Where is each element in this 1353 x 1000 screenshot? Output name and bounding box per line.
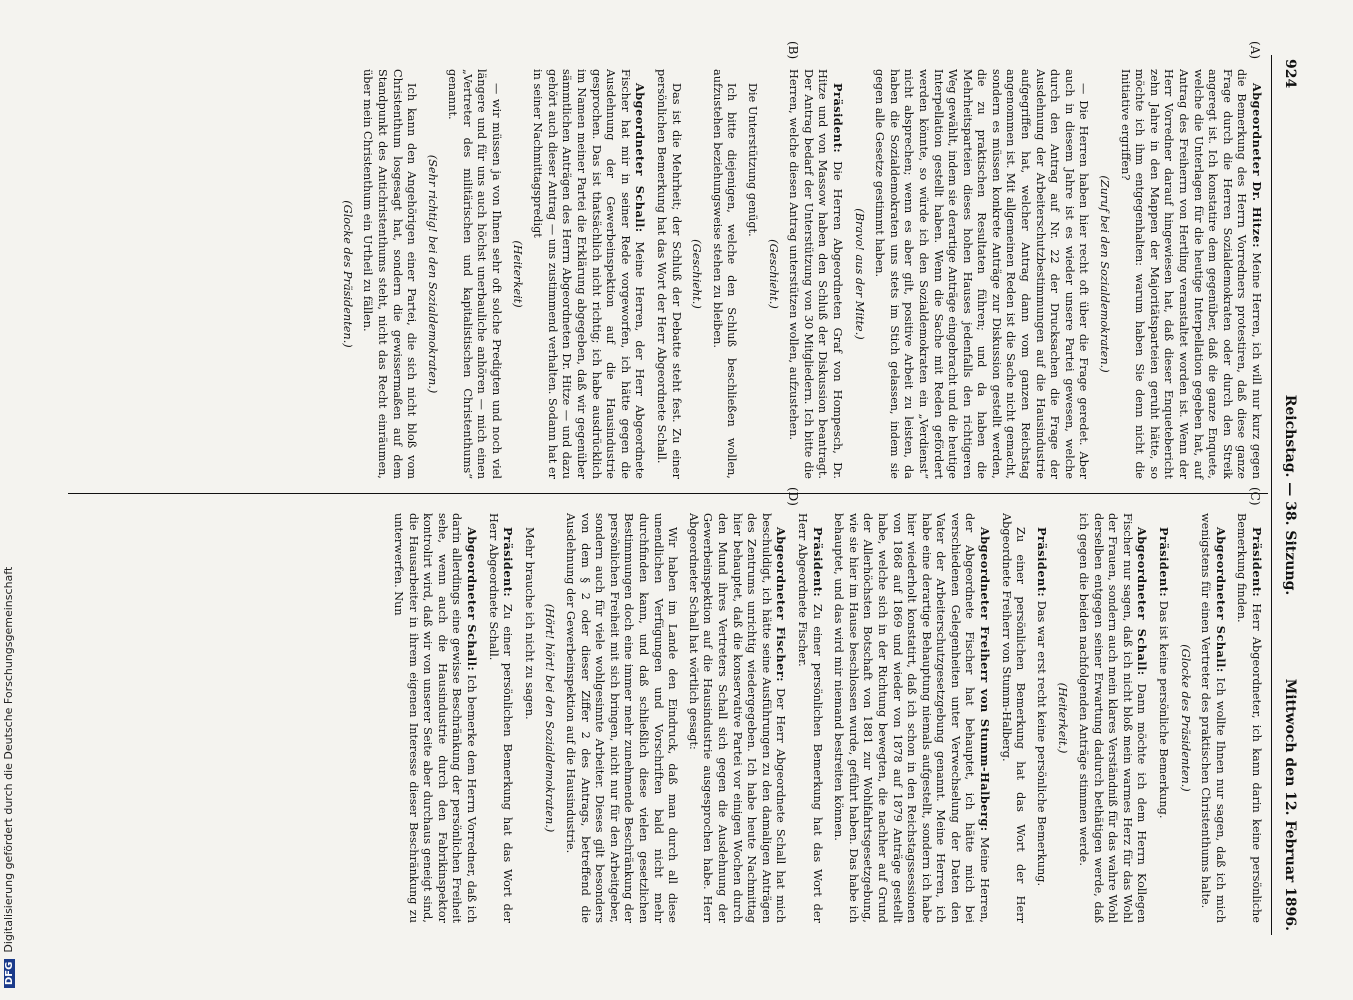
stage-direction: (Geschieht.) bbox=[690, 239, 704, 309]
paragraph bbox=[1075, 513, 1149, 923]
paragraph-text: Ich bemerke dem Herrn Vorredner, daß ich darin allerdings eine gewisse Beschränkung der persönlichen Freiheit sehe, wenn auch die Hausindustrie durch den Fabrikinspektor kontrolirt wird, daß wir von unserer Seite aber durchaus geneigt sind, die Hausarbeiter in ihrem eigenen Interesse dieser Beschränkung zu unterwerfen. Nun bbox=[392, 513, 479, 923]
speaker-name: Abgeordneter Schall: bbox=[1213, 527, 1228, 673]
paragraph-text: Zu einer persönlichen Bemerkung hat das Wort der Herr Abgeordnete Freiherr von Stumm-Halberg. bbox=[999, 513, 1028, 923]
speaker-name: Abgeordneter Dr. Hitze: bbox=[1250, 83, 1264, 248]
paragraph-text: Die Unterstützung genügt. bbox=[746, 83, 759, 237]
stage-direction: (Heiterkeit.) bbox=[1056, 682, 1070, 754]
speaker-name: Abgeordneter Fischer: bbox=[774, 527, 789, 682]
paragraph-text: Das ist keine persönliche Bemerkung. bbox=[1157, 597, 1171, 819]
paragraph-text: Ich wollte Ihnen nur sagen, daß ich mich wenigstens für einen Vertreter des praktischen Christenthums halte. bbox=[1199, 513, 1227, 923]
right-text-column bbox=[385, 513, 1264, 923]
scanned-page bbox=[60, 41, 1300, 935]
margin-mark-c: (C) bbox=[1248, 487, 1262, 506]
margin-mark-b: (B) bbox=[786, 41, 800, 60]
footer-text: Digitalisierung gefördert durch die Deutsche Forschungsgemeinschaft bbox=[2, 566, 15, 953]
speaker-name: Präsident: bbox=[501, 527, 516, 598]
paragraph-text: Das war erst recht keine persönliche Bemerkung. bbox=[1034, 597, 1048, 887]
paragraph-text: Ich kann den Angehörigen einer Partei, die sich nicht bloß vom Christenthum losgesagt hat, sondern die gewissermaßen auf dem Standpunkt des Antichristenthums steht, nicht das Recht einräumen, über mein Christenthum ein Urtheil zu fällen. bbox=[361, 69, 419, 479]
paragraph bbox=[521, 513, 536, 923]
speaker-name: Abgeordneter Schall: bbox=[633, 83, 648, 233]
paragraph-text: Der Herr Abgeordnete Schall hat mich beschuldigt, ich hätte seine Ausführungen zu den damaligen Anträgen des Zentrums unrichtig wiedergegeben. Ich habe heute Nachmittag hier behauptet, daß die konservative Partei vor einigen Wochen durch den Mund ihres Vertreters Schall sich gegen die Ausdehnung der Gewerbeinspektion auf die Hausindustrie ausgesprochen habe. Herr Abgeordneter Schall hat wörtlich gesagt: bbox=[686, 513, 788, 923]
paragraph bbox=[831, 513, 993, 923]
stage-direction: (Heiterkeit) bbox=[510, 240, 524, 308]
paragraph bbox=[998, 513, 1027, 923]
paragraph-text: Meine Herren, ich will nur kurz gegen die Bemerkung des Herrn Vorredners protestiren, daß diese ganze Frage durch die Herren Sozialdemokraten oder durch den Streik angeregt ist. Ich konstatire dem gegenüber, daß die ganze Enquete, welche die Unterlagen für die heutige Interpellation gegeben hat, auf Antrag des Freiherrn von Hertling veranstaltet worden ist. Wenn der Herr Vorredner darauf hingewiesen hat, daß dieser Enquetebericht zehn Jahre in den Mappen der Majoritätsparteien geruht hätte, so möchte ich ihm entgegenhalten: warum haben Sie denn nicht die Initiative ergriffen? bbox=[1118, 69, 1263, 479]
header-rule bbox=[1271, 55, 1272, 935]
dfg-logo: DFG bbox=[4, 959, 15, 988]
paragraph-text: Das ist die Mehrheit; der Schluß der Debatte steht fest. Zu einer persönlichen Bemerkung hat das Wort der Herr Abgeordnete Schall. bbox=[655, 69, 683, 479]
page-header-center: Reichstag. — 38. Sitzung. bbox=[1282, 394, 1298, 596]
stage-direction: (Glocke des Präsidenten.) bbox=[1178, 644, 1192, 792]
stage-direction: (Sehr richtig! bei den Sozialdemokraten.) bbox=[425, 154, 439, 394]
paragraph bbox=[872, 69, 1091, 479]
paragraph-text: Ich bitte diejenigen, welche den Schluß beschließen wollen, aufzustehen beziehungsweise stehen zu bleiben. bbox=[710, 69, 739, 479]
stage-direction: (Bravo! aus der Mitte.) bbox=[852, 208, 866, 340]
paragraph-text: Meine Herren, der Herr Abgeordnete Fischer hat mir in seiner Rede vorgeworfen, ich hätte gegen die Ausdehnung der Gewerbeinspektion auf die Hausindustrie gesprochen. Das ist thatsächlich nicht richtig; ich habe ausdrücklich im Namen meiner Partei die Erklärung abgegeben, daß wir gegenüber sämmtlichen Anträgen des Herrn Abgeordneten Dr. Hitze — und dazu gehört auch dieser Antrag — uns zustimmend verhalten. Sodann hat er in seiner Nachmittagspredigt bbox=[531, 69, 647, 479]
paragraph bbox=[391, 513, 480, 923]
stage-direction: (Geschieht.) bbox=[766, 239, 780, 309]
paragraph-text: Die Herren Abgeordneten Graf von Hompesch, Dr. Hitze und von Massow haben den Schluß der Diskussion beantragt. Der Antrag bedarf der Unterstützung von 30 Mitgliedern. Ich bitte die Herren, welche diesen Antrag unterstützen wollen, aufzustehen. bbox=[787, 69, 844, 479]
paragraph bbox=[794, 513, 824, 923]
stage-direction: (Hört! hört! bei den Sozialdemokraten.) bbox=[543, 603, 557, 833]
paragraph-text: — wir müssen ja von Ihnen sehr oft solche Predigten und noch viel längere und für uns auch höchst unerbauliche anhören — mich einen „Vertreter des militärischen und kapitalistischen Christenthums“ genannt. bbox=[446, 69, 504, 479]
paragraph bbox=[485, 513, 515, 923]
speaker-name: Präsident: bbox=[1034, 527, 1049, 598]
speaker-name: Präsident: bbox=[1157, 527, 1172, 598]
speaker-name: Abgeordneter Freiherr von Stumm-Halberg: bbox=[978, 527, 993, 832]
paragraph bbox=[1198, 513, 1228, 923]
stage-direction: (Glocke des Präsidenten.) bbox=[340, 200, 354, 348]
running-head bbox=[1274, 55, 1300, 935]
margin-mark-d: (D) bbox=[786, 487, 800, 506]
page-number: 924 bbox=[1282, 59, 1298, 89]
paragraph bbox=[685, 513, 788, 923]
digitization-footer bbox=[2, 0, 15, 988]
margin-mark-a: (A) bbox=[1248, 41, 1262, 60]
paragraph-text: — Die Herren haben hier recht oft über die Frage geredet. Aber auch in diesem Jahre ist es wieder unsere Partei gewesen, welche durch den Antrag auf Nr. 22 der Drucksachen die Frage der Ausdehnung der Arbeiterschutzbestimmungen auf die Hausindustrie aufgegriffen hat, welcher Antrag dann vom ganzen Reichstag angenommen ist. Mit allgemeinen Reden ist die Sache nicht gemacht, sondern es müssen konkrete Anträge zur Diskussion gestellt werden, die zu praktischen Resultaten führen; und da haben die Mehrheitsparteien dieses hohen Hauses jedenfalls den richtigeren Weg gewählt, indem sie derartige Anträge eingebracht und die heutige Interpellation gestellt haben. Wenn die Sache mit Reden gefördert werden könnte, so würde ich den Sozialdemokraten ein „Verdienst“ nicht absprechen; wenn es aber gilt, positive Arbeit zu leisten, da haben die Sozialdemokraten uns stets im Stich gelassen, indem sie gegen alle Gesetze gestimmt haben. bbox=[873, 69, 1091, 479]
paragraph bbox=[1117, 69, 1264, 479]
paragraph-text: Dann möchte ich dem Herrn Kollegen Fischer nur sagen, daß ich nicht bloß mein warmes Herz für das Wohl der Frauen, sondern auch mein klares Verständniß für das wahre Wohl derselben entgegen seiner Erwartung dadurch bethätigen werde, daß ich gegen die beiden nachfolgenden Anträge stimmen werde. bbox=[1077, 513, 1149, 924]
paragraph bbox=[562, 513, 679, 923]
left-text-column bbox=[333, 69, 1264, 479]
paragraph-text: Wir haben im Lande den Eindruck, daß man durch all diese unendlichen Verfügungen und Vorschriften bald nicht mehr durchfinden kann, und daß schließlich diese vielen gesetzlichen Bestimmungen doch eine immer mehr zunehmende Beschränkung der persönlichen Freiheit mit sich bringen, nicht nur für den Arbeitgeber, sondern auch für viele wohlgesinnte Arbeiter. Dieses gilt besonders von dem § 2 oder dieser Ziffer 2 des Antrags, betreffend die Ausdehnung der Gewerbeinspektion auf die Hausindustrie. bbox=[564, 513, 680, 923]
speaker-name: Abgeordneter Schall: bbox=[1135, 527, 1150, 676]
paragraph bbox=[709, 69, 738, 479]
paragraph bbox=[1234, 513, 1264, 923]
speaker-name: Abgeordneter Schall: bbox=[465, 527, 480, 672]
paragraph bbox=[360, 69, 418, 479]
paragraph-text: Zu einer persönlichen Bemerkung hat das Wort der Herr Abgeordnete Fischer. bbox=[795, 513, 824, 923]
paragraph-text: Zu einer persönlichen Bemerkung hat das Wort der Herr Abgeordnete Schall. bbox=[486, 513, 515, 923]
paragraph bbox=[1033, 513, 1049, 923]
speaker-name: Präsident: bbox=[810, 527, 825, 598]
paragraph-text: Mehr brauche ich nicht zu sagen. bbox=[522, 527, 536, 720]
column-divider bbox=[68, 493, 1268, 494]
paragraph bbox=[653, 69, 682, 479]
paragraph bbox=[744, 69, 759, 479]
paragraph bbox=[445, 69, 503, 479]
speaker-name: Präsident: bbox=[830, 83, 845, 154]
paragraph-text: Herr Abgeordneter, ich kann darin keine persönliche Bemerkung finden. bbox=[1235, 513, 1263, 923]
paragraph bbox=[786, 69, 845, 479]
paragraph-text: Meine Herren, der Abgeordnete Fischer hat behauptet, ich hätte mich bei verschiedenen Gelegenheiten unter Verwechselung der Daten den Vater der Arbeiterschutzgesetzgebung genannt. Meine Herren, ich habe eine derartige Behauptung niemals aufgestellt, sondern ich habe hier wiederholt konstatirt, daß ich schon in den Reichstagssessionen von 1868 auf 1869 und wieder von 1878 auf 1879 Anträge gestellt habe, welche sich in der Richtung bewegten, die nachher auf Grund der Allerhöchsten Botschaft von 1881 zur Wohlfahrtsgesetzgebung, wie sie hier im Hause beschlossen wurde, geführt haben. Das habe ich behauptet, und das wird mir niemand bestreiten können. bbox=[832, 513, 992, 923]
page-header-date: Mittwoch den 12. Februar 1896. bbox=[1282, 678, 1298, 931]
stage-direction: (Zuruf bei den Sozialdemokraten.) bbox=[1098, 175, 1112, 373]
paragraph bbox=[1155, 513, 1171, 923]
paragraph bbox=[530, 69, 648, 479]
speaker-name: Präsident: bbox=[1250, 527, 1264, 598]
